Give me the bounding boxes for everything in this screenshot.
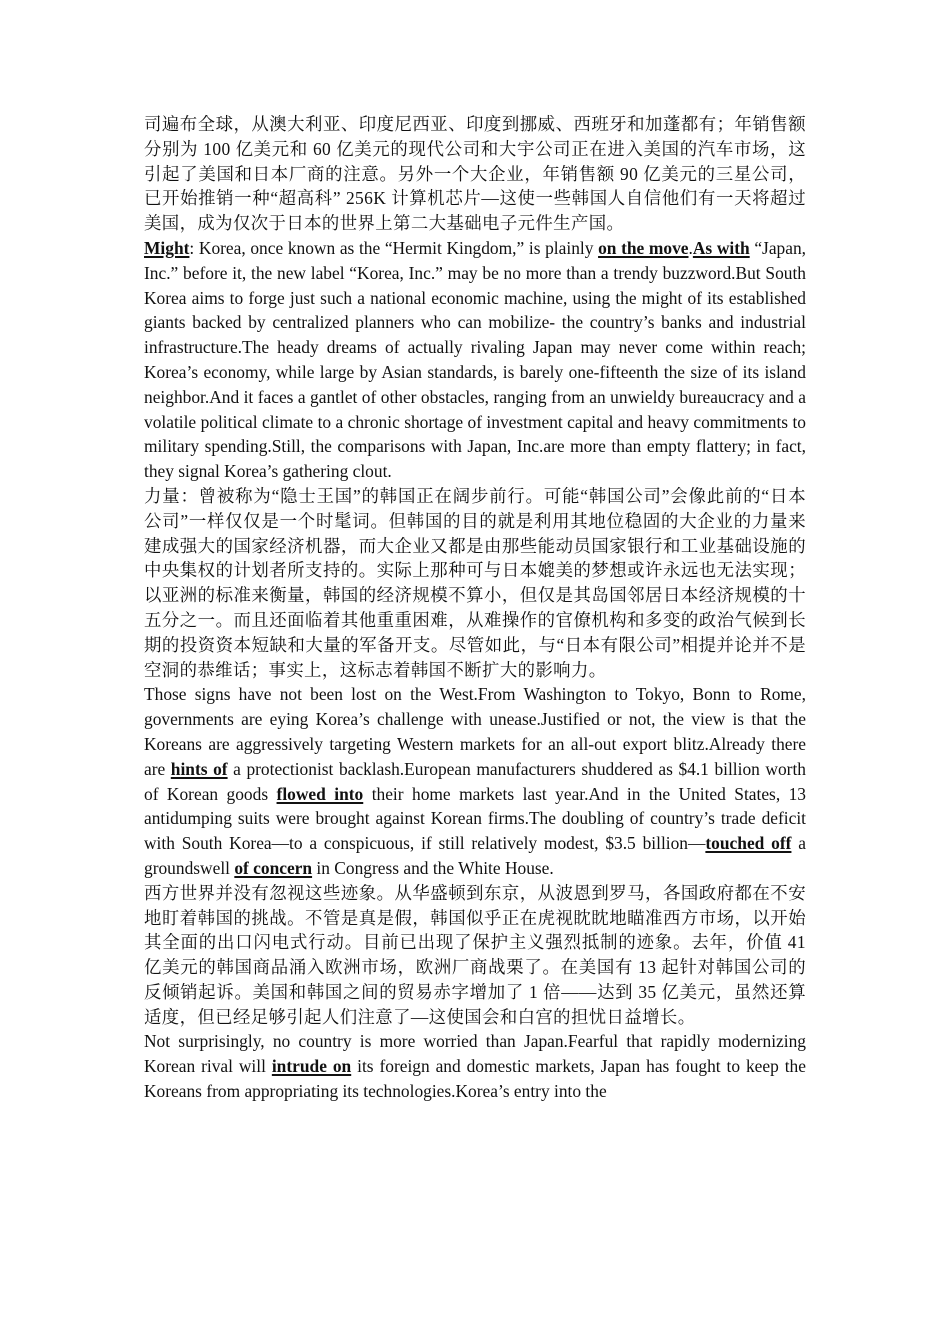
keyword-on-the-move: on the move <box>598 237 689 258</box>
keyword-flowed-into: flowed into <box>276 783 364 804</box>
paragraph-zh-2 <box>144 484 806 682</box>
text-segment: 西方世界并没有忽视这些迹象。从华盛顿到东京，从波恩到罗马，各国政府都在不安地盯着韩国的挑战。不管是真是假，韩国似乎正在虎视眈眈地瞄准西方市场，以开始其全面的出口闪电式行动。目前已出现了保护主义强烈抵制的迹象。去年，价值 41 亿美元的韩国商品涌入欧洲市场，欧洲厂商战栗了。在美国有 13 起针对韩国公司的反倾销起诉。美国和韩国之间的贸易赤字增加了 1 倍——达到 35 亿美元，虽然还算适度，但已经足够引起人们注意了—这使国会和白宫的担忧日益增长。 <box>144 882 806 1027</box>
text-segment: a groundswell <box>144 833 806 878</box>
keyword-intrude-on: intrude on <box>271 1056 352 1077</box>
text-segment: Those signs have not been lost on the West.From Washington to Tokyo, Bonn to Rome, governments are eying Korea’s challenge with unease.Justified or not, the view is that the Koreans are aggressively targeting Western markets for an all-out export blitz.Already there are <box>144 684 806 779</box>
document-page <box>144 112 806 1104</box>
text-segment: 司遍布全球，从澳大利亚、印度尼西亚、印度到挪威、西班牙和加蓬都有；年销售额分别为 100 亿美元和 60 亿美元的现代公司和大宇公司正在进入美国的汽车市场，这引起了美国和日本厂商的注意。另外一个大企业，年销售额 90 亿美元的三星公司，已开始推销一种“超高科” 256K 计算机芯片—这使一些韩国人自信他们有一天将超过美国，成为仅次于日本的世界上第二大基础电子元件生产国。 <box>144 114 806 234</box>
keyword-as-with: As with <box>692 237 750 258</box>
paragraph-en-signs <box>144 682 806 880</box>
paragraph-zh-1 <box>144 112 806 236</box>
keyword-might: Might <box>144 237 190 258</box>
text-segment: its foreign and domestic markets, Japan has fought to keep the Koreans from appropriating its technologies.Korea’s entry into the <box>144 1056 806 1102</box>
paragraph-en-japan <box>144 1029 806 1103</box>
keyword-touched-off: touched off <box>705 833 792 854</box>
text-segment: a protectionist backlash.European manufacturers shuddered as $4.1 billion worth of Korean goods <box>144 758 806 804</box>
text-segment: : Korea, once known as the “Hermit Kingdom,” is plainly <box>189 237 599 258</box>
text-segment: in Congress and the White House. <box>312 857 554 878</box>
text-segment: their home markets last year.And in the United States, 13 antidumping suits were brought against Korean firms.The doubling of country’s trade deficit with South Korea—to a conspicuous, if still relatively modest, $3.5 billion— <box>144 783 807 854</box>
text-segment: “Japan, Inc.” before it, the new label “Korea, Inc.” may be no more than a trendy buzzword.But South Korea aims to forge just such a national economic machine, using the might of its established giants backed by centralized planners who can mobilize- the country’s banks and industrial infrastructure.The heady dreams of actually rivaling Japan may never come within reach; Korea’s economy, while large by Asian standards, is barely one-fifteenth the size of its island neighbor.And it faces a gantlet of other obstacles, ranging from an unwieldy bureaucracy and a volatile political climate to a chronic shortage of investment capital and heavy commitments to military spending.Still, the comparisons with Japan, Inc.are more than empty flattery; in fact, they signal Korea’s gathering clout. <box>144 237 806 482</box>
paragraph-zh-3 <box>144 881 806 1030</box>
text-segment: . <box>688 237 693 258</box>
keyword-hints-of: hints of <box>170 758 228 779</box>
text-segment: 力量：曾被称为“隐士王国”的韩国正在阔步前行。可能“韩国公司”会像此前的“日本公司”一样仅仅是一个时髦词。但韩国的目的就是利用其地位稳固的大企业的力量来建成强大的国家经济机器，而大企业又都是由那些能动员国家银行和工业基础设施的中央集权的计划者所支持的。实际上那种可与日本媲美的梦想或许永远也无法实现；以亚洲的标准来衡量，韩国的经济规模不算小，但仅是其岛国邻居日本经济规模的十五分之一。而且还面临着其他重重困难，从难操作的官僚机构和多变的政治气候到长期的投资资本短缺和大量的军备开支。尽管如此，与“日本有限公司”相提并论并不是空洞的恭维话；事实上，这标志着韩国不断扩大的影响力。 <box>144 485 806 680</box>
keyword-of-concern: of concern <box>234 857 313 878</box>
paragraph-en-might <box>144 236 806 484</box>
text-segment: Not surprisingly, no country is more worried than Japan.Fearful that rapidly modernizing Korean rival will <box>144 1031 806 1077</box>
